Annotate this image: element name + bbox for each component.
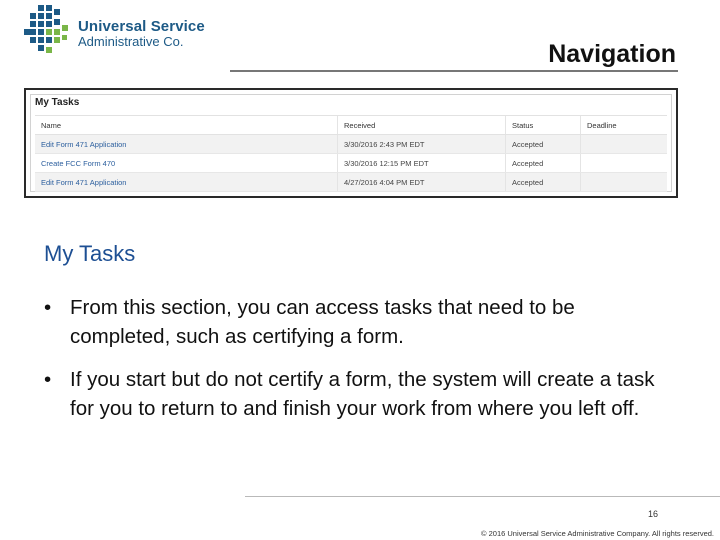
task-received: 4/27/2016 4:04 PM EDT bbox=[338, 173, 506, 192]
column-header-status[interactable]: Status bbox=[506, 116, 581, 135]
column-header-name[interactable]: Name bbox=[35, 116, 338, 135]
task-link[interactable]: Edit Form 471 Application bbox=[35, 173, 338, 192]
task-link[interactable]: Edit Form 471 Application bbox=[35, 135, 338, 154]
bullet-item bbox=[44, 365, 674, 423]
footer-divider bbox=[245, 496, 720, 497]
my-tasks-panel-title: My Tasks bbox=[35, 97, 80, 108]
page-title: Navigation bbox=[548, 40, 676, 68]
logo-grid-icon bbox=[24, 5, 72, 60]
task-deadline bbox=[581, 173, 668, 192]
column-header-deadline[interactable]: Deadline bbox=[581, 116, 668, 135]
task-deadline bbox=[581, 135, 668, 154]
header-divider bbox=[230, 70, 678, 72]
logo-line-1: Universal Service bbox=[78, 18, 205, 35]
tasks-table-header bbox=[35, 116, 667, 135]
table-row bbox=[35, 154, 667, 173]
tasks-table bbox=[35, 115, 667, 192]
bullet-item bbox=[44, 293, 674, 351]
copyright-notice: © 2016 Universal Service Administrative Company. All rights reserved. bbox=[481, 529, 714, 538]
task-deadline bbox=[581, 154, 668, 173]
task-status: Accepted bbox=[506, 173, 581, 192]
bullet-list bbox=[44, 293, 674, 437]
task-status: Accepted bbox=[506, 135, 581, 154]
bullet-text: From this section, you can access tasks that need to be completed, such as certifying a form. bbox=[70, 296, 575, 348]
task-received: 3/30/2016 2:43 PM EDT bbox=[338, 135, 506, 154]
page-number: 16 bbox=[647, 509, 658, 519]
task-link[interactable]: Create FCC Form 470 bbox=[35, 154, 338, 173]
bullet-text: If you start but do not certify a form, the system will create a task for you to return to and finish your work from where you left off. bbox=[70, 368, 655, 420]
column-header-received[interactable]: Received bbox=[338, 116, 506, 135]
section-heading: My Tasks bbox=[44, 241, 136, 266]
table-row bbox=[35, 135, 667, 154]
my-tasks-panel bbox=[30, 94, 672, 192]
bullet-dot-icon: • bbox=[44, 368, 52, 391]
usac-logo bbox=[24, 5, 224, 60]
table-row bbox=[35, 173, 667, 192]
bullet-dot-icon: • bbox=[44, 296, 52, 319]
task-status: Accepted bbox=[506, 154, 581, 173]
task-received: 3/30/2016 12:15 PM EDT bbox=[338, 154, 506, 173]
my-tasks-screenshot bbox=[24, 88, 678, 198]
logo-line-2: Administrative Co. bbox=[78, 34, 184, 49]
